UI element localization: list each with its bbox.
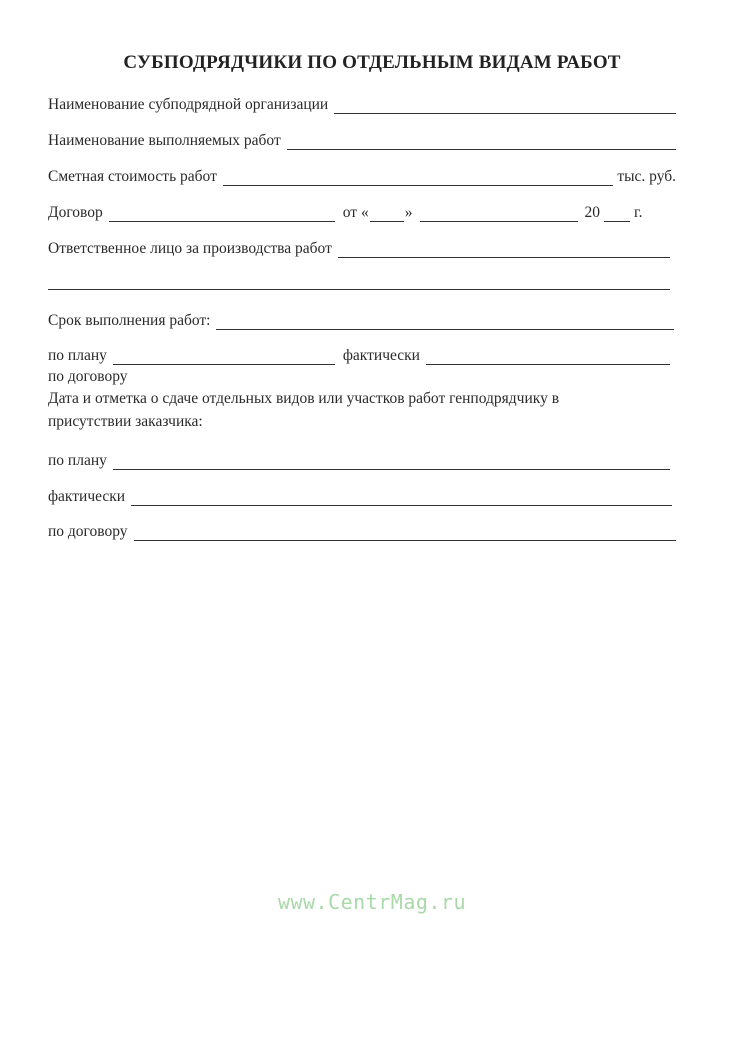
cost-field[interactable] [223, 168, 613, 186]
page-title: СУБПОДРЯДЧИКИ ПО ОТДЕЛЬНЫМ ВИДАМ РАБОТ [123, 52, 621, 73]
deadline-row [48, 308, 674, 330]
contract-year-prefix: 20 [584, 204, 600, 221]
plan-actual-row [48, 343, 670, 365]
organization-field[interactable] [334, 96, 676, 114]
actual-field[interactable] [426, 347, 670, 365]
contract-day-field[interactable] [370, 204, 404, 222]
plan-label: по плану [48, 347, 107, 364]
responsible-row [48, 236, 670, 258]
organization-label: Наименование субподрядной организации [48, 96, 329, 113]
contract-month-field[interactable] [420, 204, 578, 222]
handover-contract-row [48, 519, 676, 541]
contract-year-suffix: г. [633, 204, 643, 221]
cost-unit: тыс. руб. [617, 168, 676, 185]
handover-contract-label: по договору [48, 523, 128, 540]
contract-row [48, 200, 676, 222]
responsible-continuation-field[interactable] [48, 289, 670, 290]
organization-row [48, 92, 676, 114]
handover-actual-field[interactable] [131, 488, 672, 506]
works-row [48, 128, 676, 150]
handover-label-line2: присутствии заказчика: [48, 413, 203, 430]
contract-year-field[interactable] [604, 204, 630, 222]
cost-row [48, 164, 676, 186]
watermark-text: www.CentrMag.ru [277, 890, 467, 914]
contract-from-label: от « [342, 204, 369, 221]
cost-label: Сметная стоимость работ [48, 168, 217, 185]
plan-field[interactable] [113, 347, 335, 365]
handover-actual-row [48, 484, 672, 506]
handover-contract-field[interactable] [134, 523, 676, 541]
handover-plan-field[interactable] [113, 452, 670, 470]
contract-number-field[interactable] [109, 204, 335, 222]
deadline-field[interactable] [216, 312, 674, 330]
actual-label: фактически [342, 347, 420, 364]
handover-plan-row [48, 448, 670, 470]
responsible-field[interactable] [338, 240, 670, 258]
contract-label: Договор [48, 204, 103, 221]
handover-label-line1: Дата и отметка о сдаче отдельных видов или участков работ генподрядчику в [48, 390, 560, 407]
deadline-label: Срок выполнения работ: [48, 312, 211, 329]
contract-term-label: по договору [48, 368, 128, 385]
responsible-label: Ответственное лицо за производства работ [48, 240, 332, 257]
contract-quote-close: » [404, 204, 413, 221]
works-field[interactable] [287, 132, 676, 150]
handover-plan-label: по плану [48, 452, 107, 469]
handover-actual-label: фактически [48, 488, 126, 505]
works-label: Наименование выполняемых работ [48, 132, 281, 149]
